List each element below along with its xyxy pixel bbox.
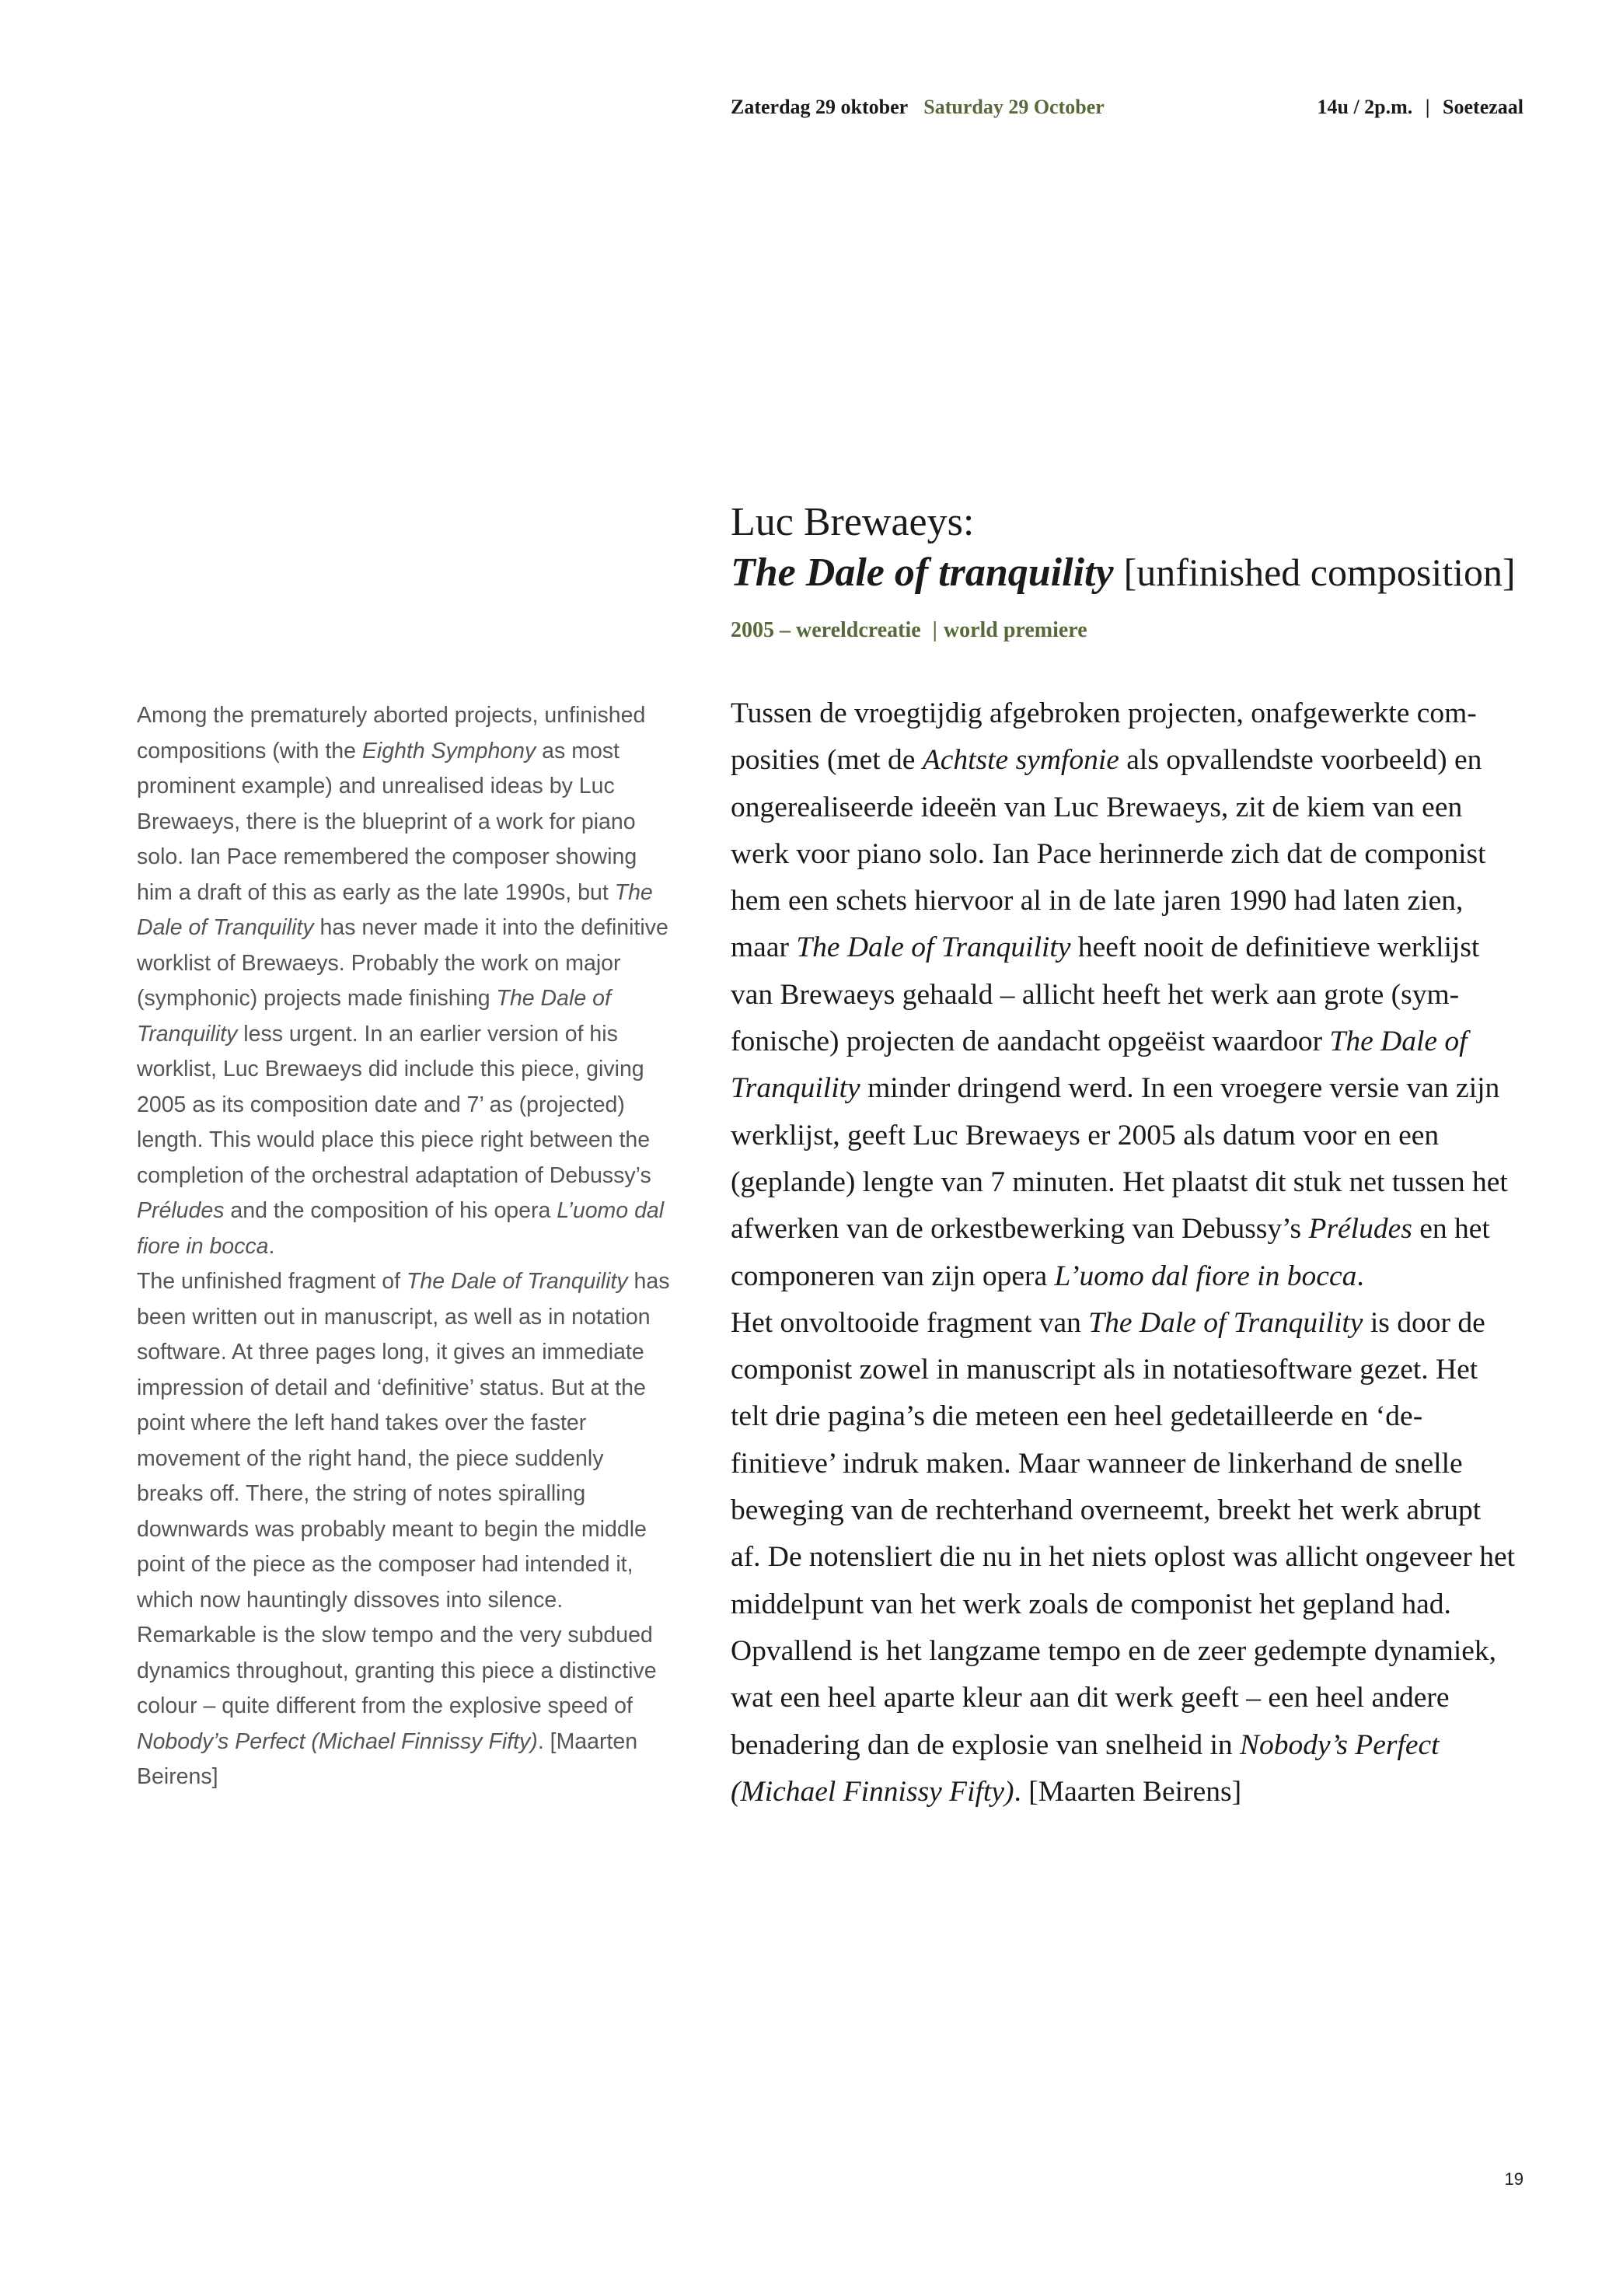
- italic-run: The Dale of Tranquility: [406, 1269, 628, 1294]
- text-run: and the composition of his opera: [224, 1198, 557, 1223]
- text-run: en het componeren van zijn opera: [731, 1213, 1490, 1292]
- english-paragraph-2: [137, 1264, 673, 1795]
- italic-run: Nobody’s Perfect (Michael Finnissy Fifty): [731, 1728, 1440, 1808]
- date-english: Saturday 29 October: [923, 96, 1105, 118]
- venue: Soetezaal: [1443, 96, 1524, 118]
- english-paragraph-1: [137, 698, 673, 1264]
- text-run: . [Maarten Beirens]: [137, 1728, 638, 1789]
- dutch-paragraph-1: [731, 690, 1516, 1300]
- meta-english: world premiere: [943, 618, 1087, 642]
- meta-year: 2005 –: [731, 618, 791, 642]
- italic-run: The Dale of Tranquility: [731, 1026, 1468, 1105]
- italic-run: Achtste symfonie: [922, 744, 1119, 777]
- text-run: less urgent. In an earlier version of his worklist, Luc Brewaeys did include this piece, giving 2005 as its composition date and 7’ as (projected) length. This would place this piece right between the completion of the orchestral adaptation of Debussy’s: [137, 1021, 651, 1188]
- text-run: has never made it into the definitive worklist of Brewaeys. Probably the work on major (symphonic) projects made finishing: [137, 915, 668, 1011]
- italic-run: Préludes: [137, 1198, 225, 1223]
- work-note: [unfinished composition]: [1123, 550, 1516, 594]
- meta-dutch: wereldcreatie: [796, 618, 921, 642]
- text-run: as most prominent example) and unrealised ideas by Luc Brewaeys, there is the blueprint of a work for piano solo. Ian Pace remembered the composer showing him a draft of this as early as the late 1990s, but: [137, 738, 637, 905]
- italic-run: The Dale of Tranquility: [137, 986, 611, 1047]
- text-run: Among the prematurely aborted projects, unfinished compositions (with the: [137, 703, 646, 764]
- english-text-column: [137, 698, 673, 1795]
- italic-run: The Dale of Tranquility: [137, 879, 653, 940]
- text-run: . [Maarten Beirens]: [1014, 1775, 1242, 1808]
- work-title: The Dale of tranquility: [731, 550, 1114, 595]
- dutch-text-column: [731, 690, 1516, 1815]
- italic-run: Eighth Symphony: [361, 738, 536, 764]
- italic-run: L’uomo dal fiore in bocca: [1054, 1260, 1357, 1292]
- text-run: als opvallendste voorbeeld) en ongerealiseerde ideeën van Luc Brewaeys, zit de kiem van een werk voor piano solo. Ian Pace herinnerde zich dat de componist hem een schets hiervoor al in de late jaren 1990 had laten zien, maar: [731, 744, 1486, 964]
- meta-separator: |: [932, 618, 937, 642]
- title-block: [731, 498, 1539, 646]
- time-venue: [1317, 92, 1524, 123]
- text-run: has been written out in manuscript, as well as in notation software. At three pages long, it gives an immediate impression of detail and ‘definitive’ status. But at the point where the left hand takes over the faster movement of the right hand, the piece suddenly breaks off. There, the string of notes spiralling downwards was probably meant to begin the middle point of the piece as the composer had intended it, which now hauntingly dissoves into silence. Remarkable is the slow tempo and the very subdued dynamics throughout, granting this piece a distinctive colour – quite different from the explosive speed of: [137, 1269, 670, 1718]
- italic-run: L’uomo dal fiore in bocca: [137, 1198, 665, 1259]
- text-run: .: [268, 1233, 275, 1259]
- text-run: Tussen de vroegtijdig afgebroken projecten, onafgewerkte composities (met de: [731, 697, 1477, 777]
- text-run: heeft nooit de definitieve werklijst van Brewaeys gehaald – allicht heeft het werk aan grote (symfonische) projecten de aandacht opgeëist waardoor: [731, 931, 1480, 1058]
- text-run: minder dringend werd. In een vroegere versie van zijn werklijst, geeft Luc Brewaeys er 2005 als datum voor en een (geplande) lengte van 7 minuten. Het plaatst dit stuk net tussen het afwerken van de orkestbewerking van Debussy’s: [731, 1072, 1508, 1246]
- italic-run: The Dale of Tranquility: [1088, 1306, 1363, 1339]
- italic-run: Préludes: [1308, 1213, 1412, 1246]
- premiere-info: [731, 615, 1539, 646]
- italic-run: Nobody’s Perfect (Michael Finnissy Fifty): [137, 1728, 538, 1754]
- composer-name: Luc Brewaeys:: [731, 500, 975, 544]
- italic-run: The Dale of Tranquility: [796, 931, 1071, 964]
- dutch-paragraph-2: [731, 1300, 1516, 1815]
- page-number: 19: [1504, 2169, 1524, 2189]
- work-heading: [731, 547, 1539, 598]
- separator: |: [1425, 96, 1430, 118]
- date-dutch: Zaterdag 29 oktober: [731, 96, 908, 118]
- text-run: Het onvoltooide fragment van: [731, 1306, 1089, 1339]
- text-run: is door de componist zowel in manuscript als in notatiesoftware gezet. Het telt drie pagina’s die meteen een heel gedetailleerde en ‘definitieve’ indruk maken. Maar wanneer de linkerhand de snelle beweging van de rechterhand overneemt, breekt het werk abrupt af. De notensliert die nu in het niets oplost was allicht ongeveer het middelpunt van het werk zoals de componist het gepland had. Opvallend is het langzame tempo en de zeer gedempte dynamiek, wat een heel aparte kleur aan dit werk geeft – een heel andere benadering dan de explosie van snelheid in: [731, 1306, 1516, 1761]
- text-run: .: [1356, 1260, 1364, 1292]
- page-header: [731, 92, 1524, 123]
- time: 14u / 2p.m.: [1317, 96, 1413, 118]
- text-run: The unfinished fragment of: [137, 1269, 407, 1294]
